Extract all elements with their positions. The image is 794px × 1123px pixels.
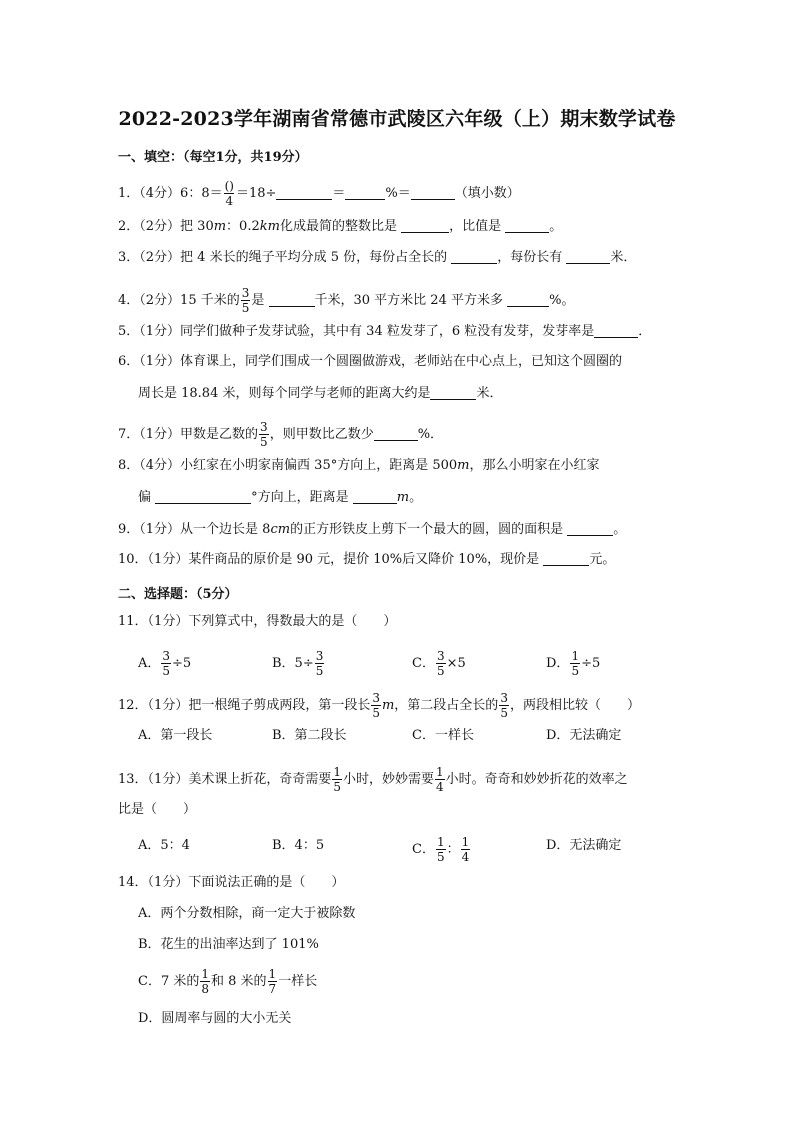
fraction: $\frac{1}{4}$ xyxy=(435,765,444,794)
question-6-line-2: 周长是 18.84 米，则每个同学与老师的距离大约是 米． xyxy=(138,386,503,401)
fraction: $\frac{1}{8}$ xyxy=(201,967,209,996)
question-8-line-2: 偏 °方向上，距离是 m。 xyxy=(138,490,423,505)
fraction: $\frac{1}{7}$ xyxy=(268,967,277,996)
option-c[interactable]: C．7 米的 $\frac{1}{8}$ 和 8 米的 $\frac{1}{7}$ 一样长 xyxy=(138,967,318,996)
question-13-line-2: 比是（ ） xyxy=(118,802,197,817)
question-14: 14．（1分）下面说法正确的是（ ） xyxy=(118,875,345,890)
answer-blank[interactable] xyxy=(411,186,455,200)
fraction: $\frac{3}{5}$ xyxy=(436,649,445,678)
option-c[interactable]: C． $\frac{3}{5}$ ×5 xyxy=(412,649,466,678)
question-12: 12．（1分）把一根绳子剪成两段，第一段长 $\frac{3}{5}$ m，第二段占全长的 $\frac{3}{5}$ ，两段相比较（ ） xyxy=(118,691,640,720)
option-d[interactable]: D．圆周率与圆的大小无关 xyxy=(138,1011,292,1026)
option-b[interactable]: B．第二段长 xyxy=(272,728,347,743)
option-b[interactable]: B．花生的出油率达到了 101% xyxy=(138,937,319,952)
answer-blank[interactable] xyxy=(401,219,449,233)
option-a[interactable]: A． $\frac{3}{5}$ ÷5 xyxy=(138,649,192,678)
answer-blank[interactable] xyxy=(594,324,638,338)
question-8-line-1: 8．（4分）小红家在小明家南偏西 35°方向上，距离是 500m，那么小明家在小红家 xyxy=(118,458,600,473)
option-a[interactable]: A．5：4 xyxy=(138,838,190,853)
option-d[interactable]: D．无法确定 xyxy=(546,728,622,743)
question-6-line-1: 6．（1分）体育课上，同学们围成一个圆圈做游戏，老师站在中心点上，已知这个圆圈的 xyxy=(118,354,623,369)
fraction: $\frac{3}{5}$ xyxy=(315,649,324,678)
option-a[interactable]: A．两个分数相除，商一定大于被除数 xyxy=(138,906,356,921)
answer-blank[interactable] xyxy=(353,490,397,504)
question-13-line-1: 13．（1分）美术课上折花，奇奇需要 $\frac{1}{5}$ 小时，妙妙需要 $\frac{1}{4}$ 小时。奇奇和妙妙折花的效率之 xyxy=(118,765,628,794)
page-title: 2022-2023学年湖南省常德市武陵区六年级（上）期末数学试卷 xyxy=(118,108,676,130)
fraction: $\frac{3}{5}$ xyxy=(241,286,250,315)
answer-blank[interactable] xyxy=(430,386,476,400)
option-b[interactable]: B．4：5 xyxy=(272,838,325,853)
section-heading-choice: 二、选择题：（5分） xyxy=(118,587,238,602)
fraction: $\frac{1}{4}$ xyxy=(461,835,470,864)
answer-blank[interactable] xyxy=(155,490,251,504)
answer-blank[interactable] xyxy=(345,186,385,200)
fraction: $\frac{1}{5}$ xyxy=(333,765,341,794)
answer-blank[interactable] xyxy=(505,219,549,233)
answer-blank[interactable] xyxy=(269,293,315,307)
question-11: 11．（1分）下列算式中，得数最大的是（ ） xyxy=(118,614,397,629)
question-10: 10．（1分）某件商品的原价是 90 元，提价 10%后又降价 10%，现价是 元。 xyxy=(118,552,616,567)
answer-blank[interactable] xyxy=(566,250,610,264)
option-c[interactable]: C． $\frac{1}{5}$ ： $\frac{1}{4}$ xyxy=(412,835,470,864)
fraction: $\frac{3}{5}$ xyxy=(372,691,380,720)
answer-blank[interactable] xyxy=(276,186,332,200)
answer-blank[interactable] xyxy=(451,250,497,264)
fraction: $\frac{3}{5}$ xyxy=(162,649,171,678)
fraction: $\frac{()}{4}$ xyxy=(224,179,234,208)
question-4: 4．（2分）15 千米的 $\frac{3}{5}$ 是 千米，30 平方米比 24 平方米多 %。 xyxy=(118,286,575,315)
option-d[interactable]: D．无法确定 xyxy=(546,838,622,853)
answer-blank[interactable] xyxy=(374,427,418,441)
question-2: 2．（2分）把 30m：0.2km化成最简的整数比是 ，比值是 。 xyxy=(118,219,563,234)
answer-blank[interactable] xyxy=(543,552,589,566)
fraction: $\frac{3}{5}$ xyxy=(260,420,268,449)
option-b[interactable]: B．5÷ $\frac{3}{5}$ xyxy=(272,649,324,678)
question-1: 1．（4分）6：8＝ $\frac{()}{4}$ ＝18÷ ＝ %＝ （填小数） xyxy=(118,179,520,208)
answer-blank[interactable] xyxy=(567,522,613,536)
fraction: $\frac{1}{5}$ xyxy=(436,835,445,864)
option-c[interactable]: C．一样长 xyxy=(412,728,474,743)
option-a[interactable]: A．第一段长 xyxy=(138,728,213,743)
question-9: 9．（1分）从一个边长是 8cm的正方形铁皮上剪下一个最大的圆，圆的面积是 。 xyxy=(118,522,627,537)
option-d[interactable]: D． $\frac{1}{5}$ ÷5 xyxy=(546,649,601,678)
fraction: $\frac{1}{5}$ xyxy=(571,649,580,678)
question-3: 3．（2分）把 4 米长的绳子平均分成 5 份，每份占全长的 ，每份长有 米． xyxy=(118,250,637,265)
answer-blank[interactable] xyxy=(507,293,549,307)
section-heading-fill-blank: 一、填空：（每空1分，共19分） xyxy=(118,150,308,165)
fraction: $\frac{3}{5}$ xyxy=(500,691,508,720)
question-7: 7．（1分）甲数是乙数的 $\frac{3}{5}$ ，则甲数比乙数少 %． xyxy=(118,420,444,449)
question-5: 5．（1分）同学们做种子发芽试验，其中有 34 粒发芽了，6 粒没有发芽，发芽率是 ． xyxy=(118,324,652,339)
